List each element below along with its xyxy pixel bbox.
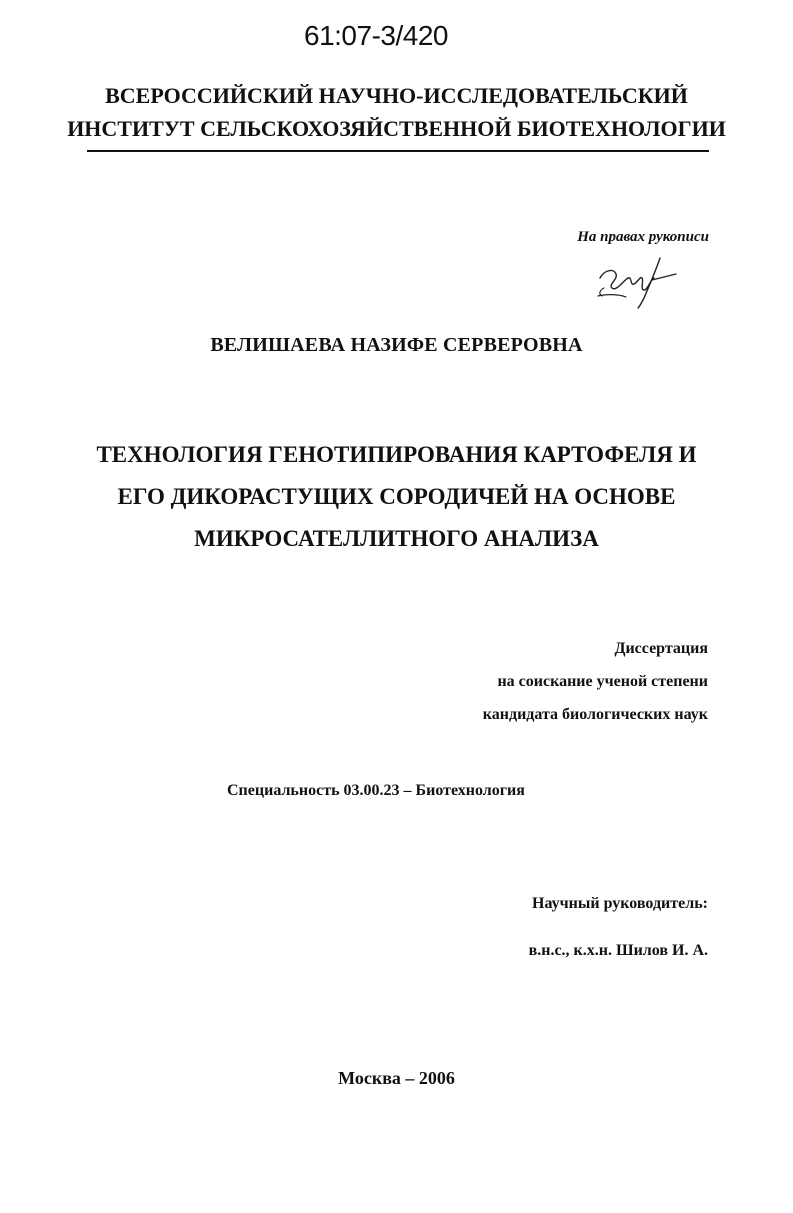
- header-divider: [87, 150, 709, 152]
- catalog-stamp: 61:07-3/420: [304, 20, 448, 51]
- author-name: ВЕЛИШАЕВА НАЗИФЕ СЕРВЕРОВНА: [210, 334, 583, 356]
- thesis-title-line-1: ТЕХНОЛОГИЯ ГЕНОТИПИРОВАНИЯ КАРТОФЕЛЯ И: [96, 442, 697, 467]
- supervisor-label: Научный руководитель:: [532, 895, 708, 912]
- thesis-title-line-2: ЕГО ДИКОРАСТУЩИХ СОРОДИЧЕЙ НА ОСНОВЕ: [117, 484, 676, 509]
- institute-name-line-2: ИНСТИТУТ СЕЛЬСКОХОЗЯЙСТВЕННОЙ БИОТЕХНОЛОГИИ: [67, 116, 726, 141]
- degree-line-1: Диссертация: [614, 640, 708, 657]
- signature-icon: [590, 250, 680, 310]
- manuscript-rights-note: На правах рукописи: [577, 229, 709, 245]
- institute-name-line-1: ВСЕРОССИЙСКИЙ НАУЧНО-ИССЛЕДОВАТЕЛЬСКИЙ: [105, 83, 688, 108]
- degree-line-3: кандидата биологических наук: [482, 706, 708, 723]
- specialty: Специальность 03.00.23 – Биотехнология: [227, 782, 525, 799]
- thesis-title-line-3: МИКРОСАТЕЛЛИТНОГО АНАЛИЗА: [194, 526, 599, 551]
- degree-line-2: на соискание ученой степени: [497, 673, 708, 690]
- city-year: Москва – 2006: [338, 1068, 455, 1088]
- supervisor-name: в.н.с., к.х.н. Шилов И. А.: [528, 942, 708, 959]
